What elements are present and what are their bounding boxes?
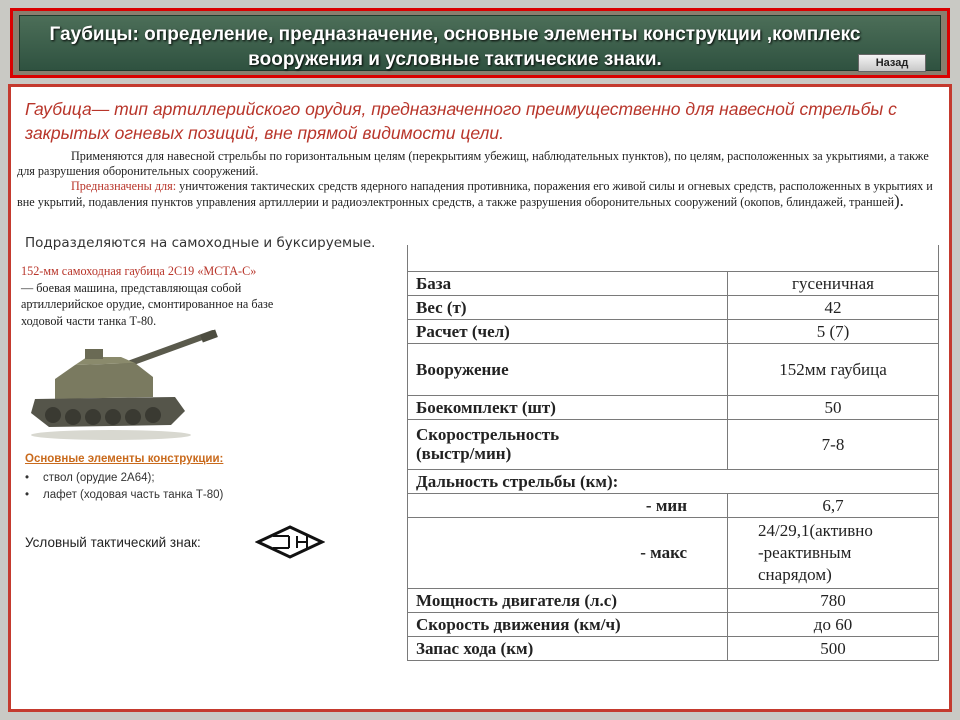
howitzer-image	[25, 327, 225, 445]
definition-text: Гаубица— тип артиллерийского орудия, предназначенного преимущественно для навесной стрельбы с закрытых огневых позиций, вне прямой видимости цели.	[25, 99, 897, 143]
tactical-sign-icon	[255, 525, 325, 559]
spec-value	[728, 517, 939, 588]
spec-label: Запас хода (км)	[408, 636, 728, 660]
elements-title: Основные элементы конструкции:	[25, 453, 224, 465]
list-item: • ствол (орудие 2А64);	[25, 470, 223, 487]
spec-value: 6,7	[728, 493, 939, 517]
spec-sublabel: - макс	[408, 517, 728, 588]
specs-table	[407, 245, 939, 661]
header-frame	[10, 8, 950, 78]
max-value-line: -реактивным	[758, 542, 852, 562]
table-row	[408, 271, 939, 295]
spec-sublabel: - мин	[408, 493, 728, 517]
spec-label: Вооружение	[408, 343, 728, 395]
spec-label: Дальность стрельбы (км):	[408, 469, 939, 493]
purpose-text: уничтожения тактических средств ядерного нападения противника, поражения его живой силы и огневых средств, расположенных в укрытиях и вне укрытий, подавления пунктов управления артиллерии и радиоэлектронных средств, а также разрушения оборонительных сооружений (окопов, блиндажей, траншей	[17, 179, 933, 209]
subdivision-text: Подразделяются на самоходные и буксируемые.	[25, 235, 376, 251]
max-value-line: 24/29,1(активно	[758, 520, 873, 540]
table-row	[408, 612, 939, 636]
vehicle-description: — боевая машина, представляющая собой артиллерийское орудие, смонтированное на базе ходовой части танка Т-80.	[21, 280, 274, 328]
spec-value: 7-8	[728, 419, 939, 469]
spec-value: 5 (7)	[728, 319, 939, 343]
tactical-sign-label: Условный тактический знак:	[25, 535, 201, 550]
page-title: Гаубицы: определение, предназначение, основные элементы конструкции ,комплекс вооружения и условные тактические знаки.	[49, 24, 861, 70]
spec-label: База	[408, 271, 728, 295]
spec-label: Боекомплект (шт)	[408, 395, 728, 419]
vehicle-caption	[21, 263, 311, 329]
elements-list	[25, 470, 223, 504]
spec-value: 152мм гаубица	[728, 343, 939, 395]
table-row	[408, 343, 939, 395]
spec-label: Скорость движения (км/ч)	[408, 612, 728, 636]
spec-value: 500	[728, 636, 939, 660]
vehicle-name: 152-мм самоходная гаубица 2С19 «МСТА-С»	[21, 264, 257, 278]
spec-value: 50	[728, 395, 939, 419]
purpose-end: ).	[894, 190, 904, 210]
spec-label	[408, 419, 728, 469]
spec-label: Мощность двигателя (л.с)	[408, 588, 728, 612]
rate-label-line: Скорострельность	[416, 425, 560, 444]
table-row	[408, 469, 939, 493]
header-bar	[19, 15, 941, 71]
rate-label-line: (выстр/мин)	[416, 444, 512, 463]
usage-paragraph	[17, 149, 947, 178]
purpose-highlight: Предназначены для:	[71, 179, 177, 193]
purpose-paragraph	[17, 179, 947, 209]
table-row	[408, 588, 939, 612]
table-row	[408, 245, 939, 271]
spec-label: Расчет (чел)	[408, 319, 728, 343]
table-row	[408, 395, 939, 419]
table-row	[408, 636, 939, 660]
spec-value: 780	[728, 588, 939, 612]
table-row	[408, 419, 939, 469]
back-button[interactable]: Назад	[858, 54, 926, 72]
max-value-line: снарядом)	[758, 564, 832, 584]
content-panel	[8, 84, 952, 712]
table-row	[408, 295, 939, 319]
table-row	[408, 319, 939, 343]
usage-text: Применяются для навесной стрельбы по горизонтальным целям (перекрытиям убежищ, наблюдательных пунктов), по целям, расположенных за укрытиями, а также для разрушения оборонительных сооружений.	[17, 149, 929, 178]
table-row	[408, 493, 939, 517]
spec-value: до 60	[728, 612, 939, 636]
table-row	[408, 517, 939, 588]
spec-label: Вес (т)	[408, 295, 728, 319]
list-item: • лафет (ходовая часть танка Т-80)	[25, 487, 223, 504]
spec-value: гусеничная	[728, 271, 939, 295]
spec-value: 42	[728, 295, 939, 319]
